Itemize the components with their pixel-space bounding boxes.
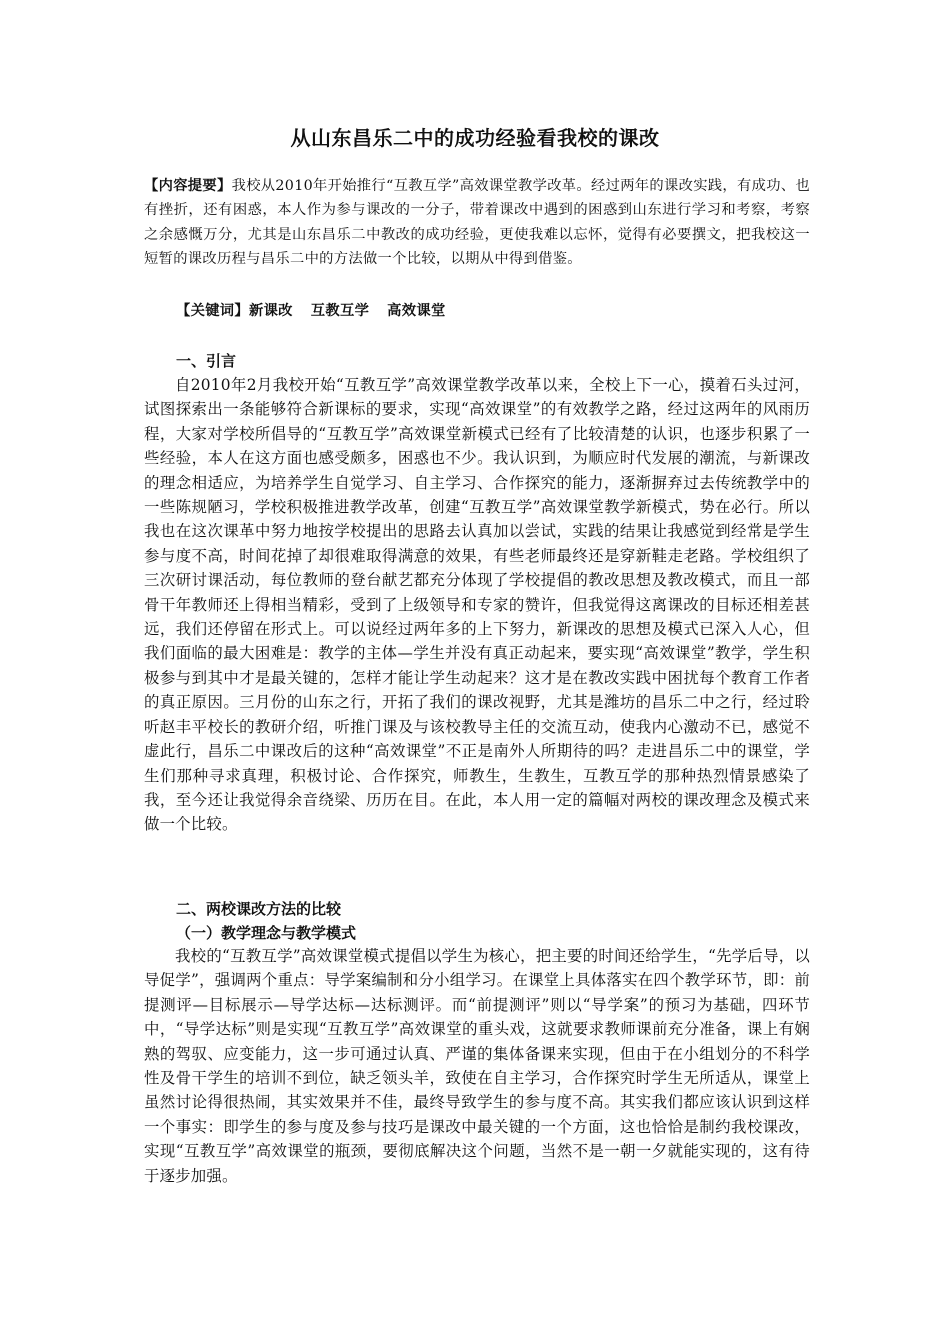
document-title: 从山东昌乐二中的成功经验看我校的课改 xyxy=(290,126,660,150)
keywords-label: 【关键词】 xyxy=(176,303,249,319)
keyword: 高效课堂 xyxy=(387,303,446,319)
subsection-heading-teaching-philosophy: （一）教学理念与教学模式 xyxy=(176,924,357,942)
abstract-text: 我校从2010年开始推行“互教互学”高效课堂教学改革。经过两年的课改实践，有成功、也有挫折，还有困惑，本人作为参与课改的一分子，带着课改中遇到的困惑到山东进行学习和考察，考察之余感慨万分，尤其是山东昌乐二中教改的成功经验，更使我难以忘怀，觉得有必要撰文，把我校这一短暂的课改历程与昌乐二中的方法做一个比较，以期从中得到借鉴。 xyxy=(144,178,810,267)
abstract xyxy=(144,174,810,271)
section-heading-comparison: 二、两校课改方法的比较 xyxy=(176,900,342,918)
section-paragraph-introduction: 自2010年2月我校开始“互教互学”高效课堂教学改革以来，全校上下一心，摸着石头过河，试图探索出一条能够符合新课标的要求，实现“高效课堂”的有效教学之路，经过这两年的风雨历程，大家对学校所倡导的“互教互学”高效课堂新模式已经有了比较清楚的认识，也逐步积累了一些经验，本人在这方面也感受颇多，困惑也不少。我认识到，为顺应时代发展的潮流，与新课改的理念相适应，为培养学生自觉学习、自主学习、合作探究的能力，逐渐摒弃过去传统教学中的一些陈规陋习，学校积极推进教学改革，创建“互教互学”高效课堂教学新模式，势在必行。所以我也在这次课革中努力地按学校提出的思路去认真加以尝试，实践的结果让我感觉到经常是学生参与度不高，时间花掉了却很难取得满意的效果，有些老师最终还是穿新鞋走老路。学校组织了三次研讨课活动，每位教师的登台献艺都充分体现了学校提倡的教改思想及教改模式，而且一部骨干年教师还上得相当精彩，受到了上级领导和专家的赞许，但我觉得这离课改的目标还相差甚远，我们还停留在形式上。可以说经过两年多的上下努力，新课改的思想及模式已深入人心，但我们面临的最大困难是：教学的主体—学生并没有真正动起来，要实现“高效课堂”教学，学生积极参与到其中才是最关键的，怎样才能让学生动起来？这才是在教改实践中困扰每个教育工作者的真正原因。三月份的山东之行，开拓了我们的课改视野，尤其是潍坊的昌乐二中之行，经过聆听赵丰平校长的教研介绍，听推门课及与该校教导主任的交流互动，使我内心激动不已，感觉不虚此行，昌乐二中课改后的这种“高效课堂”不正是南外人所期待的吗？走进昌乐二中的课堂，学生们那种寻求真理，积极讨论、合作探究，师教生，生教生，互教互学的那种热烈情景感染了我，至今还让我觉得余音绕梁、历历在目。在此，本人用一定的篇幅对两校的课改理念及模式来做一个比较。 xyxy=(144,376,810,834)
keyword: 互教互学 xyxy=(310,303,370,319)
subsection-paragraph-teaching-philosophy: 我校的“互教互学”高效课堂模式提倡以学生为核心，把主要的时间还给学生，“先学后导，以导促学”，强调两个重点：导学案编制和分小组学习。在课堂上具体落实在四个教学环节，即：前提测评—目标展示—导学达标—达标测评。而“前提测评”则以“导学案”的预习为基础，四环节中，“导学达标”则是实现“互教互学”高效课堂的重头戏，这就要求教师课前充分准备，课上有娴熟的驾驭、应变能力，这一步可通过认真、严谨的集体备课来实现，但由于在小组划分的不科学性及骨干学生的培训不到位，缺乏领头羊，致使在自主学习，合作探究时学生无所适从，课堂上虽然讨论得很热闹，其实效果并不佳，最终导致学生的参与度不高。其实我们都应该认识到这样一个事实：即学生的参与度及参与技巧是课改中最关键的一个方面，这也恰恰是制约我校课改，实现“互教互学”高效课堂的瓶颈，要彻底解决这个问题，当然不是一朝一夕就能实现的，这有待于逐步加强。 xyxy=(144,947,810,1185)
keywords xyxy=(176,300,464,320)
abstract-label: 【内容提要】 xyxy=(144,178,232,194)
keyword: 新课改 xyxy=(248,303,293,319)
section-heading-introduction: 一、引言 xyxy=(176,352,237,370)
